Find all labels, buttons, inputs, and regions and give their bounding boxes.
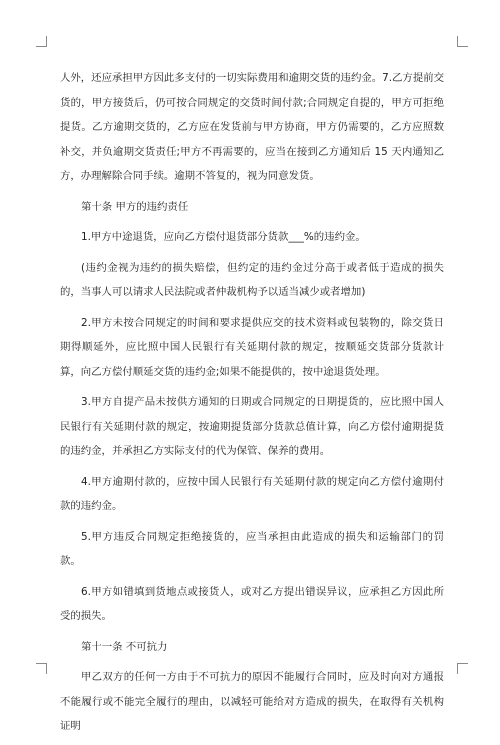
document-body — [60, 66, 444, 745]
crop-mark-top-left — [36, 36, 47, 47]
paragraph-continuation: 人外，还应承担甲方因此多支付的一切实际费用和逾期交货的违约金。7.乙方提前交货的，甲方接货后，仍可按合同规定的交货时间付款;合同规定自提的，甲方可拒绝提货。乙方逾期交货的，乙方应在发货前与甲方协商，甲方仍需要的，乙方应照数补交，并负逾期交货责任;甲方不再需要的，应当在接到乙方通知后 15 天内通知乙方，办理解除合同手续。逾期不答复的，视为同意发货。 — [60, 72, 444, 182]
paragraph-note: (违约金视为违约的损失赔偿，但约定的违约金过分高于或者低于造成的损失的，当事人可以请求人民法院或者仲裁机构予以适当减少或者增加) — [60, 261, 444, 298]
paragraph-item-1: 1.甲方中途退货，应向乙方偿付退货部分货款___%的违约金。 — [81, 231, 366, 243]
section-heading-article-11: 第十一条 不可抗力 — [81, 640, 168, 653]
paragraph-item-3: 3.甲方自提产品未按供方通知的日期或合同规定的日期提货的，应比照中国人民银行有关延期付款的规定，按逾期提货部分货款总值计算，向乙方偿付逾期提货的违约金，并承担乙方实际支付的代为保管、保养的费用。 — [60, 396, 444, 457]
crop-mark-bottom-right — [457, 663, 468, 674]
paragraph-force-majeure: 甲乙双方的任何一方由于不可抗力的原因不能履行合同时，应及时向对方通报不能履行或不能完全履行的理由，以减轻可能给对方造成的损失，在取得有关机构证明 — [60, 671, 444, 732]
paragraph-item-4: 4.甲方逾期付款的，应按中国人民银行有关延期付款的规定向乙方偿付逾期付款的违约金。 — [60, 475, 444, 512]
paragraph-item-6: 6.甲方如错填到货地点或接货人，或对乙方提出错误异议，应承担乙方因此所受的损失。 — [60, 585, 444, 622]
section-heading-article-10: 第十条 甲方的违约责任 — [81, 200, 189, 213]
crop-mark-top-right — [457, 36, 468, 47]
paragraph-item-2: 2.甲方未按合同规定的时间和要求提供应交的技术资料或包装物的，除交货日期得顺延外，应比照中国人民银行有关延期付款的规定，按顺延交货部分货款计算，向乙方偿付顺延交货的违约金;如果不能提供的，按中途退货处理。 — [60, 316, 444, 378]
crop-mark-bottom-left — [36, 663, 47, 674]
paragraph-item-5: 5.甲方违反合同规定拒绝接货的，应当承担由此造成的损失和运输部门的罚款。 — [60, 530, 444, 567]
